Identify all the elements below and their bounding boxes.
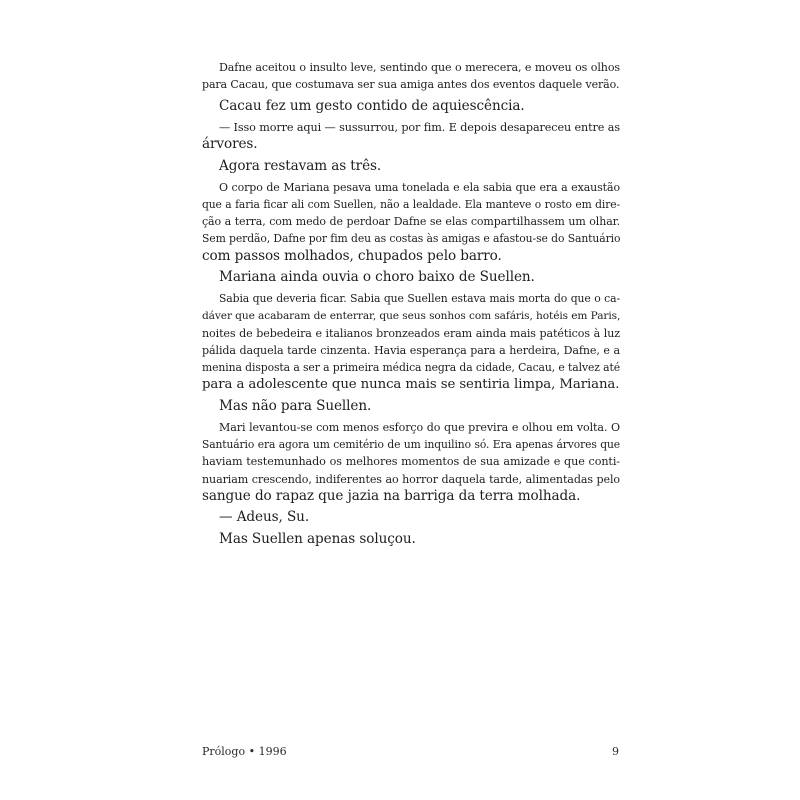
text-line: Mas não para Suellen.	[219, 397, 372, 414]
text-line: Sabia que deveria ficar. Sabia que Suellen estava mais morta do que o ca-	[219, 292, 620, 306]
text-line: Santuário era agora um cemitério de um inquilino só. Era apenas árvores que	[202, 438, 620, 452]
text-line: Agora restavam as três.	[219, 157, 382, 174]
paragraph	[202, 179, 620, 265]
text-line: O corpo de Mariana pesava uma tonelada e ela sabia que era a exaustão	[219, 180, 620, 194]
text-line: Mari levantou-se com menos esforço do que previra e olhou em volta. O	[219, 421, 620, 435]
text-line: que a faria ficar ali com Suellen, não a lealdade. Ela manteve o rosto em dire-	[202, 198, 620, 212]
text-line: Dafne aceitou o insulto leve, sentindo que o merecera, e moveu os olhos	[219, 61, 620, 74]
text-line: menina disposta a ser a primeira médica negra da cidade, Cacau, e talvez até	[202, 361, 621, 375]
text-line: para Cacau, que costumava ser sua amiga antes dos eventos daquele verão.	[202, 78, 620, 92]
text-line: dáver que acabaram de enterrar, que seus sonhos com safáris, hotéis em Paris,	[202, 309, 621, 322]
text-line: — Isso morre aqui — sussurrou, por fim. E depois desapareceu entre as	[219, 120, 620, 134]
page-number: 9	[612, 745, 619, 758]
paragraph	[202, 119, 620, 153]
running-head: Prólogo • 1996	[202, 745, 287, 758]
text-line: noites de bebedeira e italianos bronzeados eram ainda mais patéticos à luz	[202, 326, 620, 340]
text-line: nuariam crescendo, indiferentes ao horror daquela tarde, alimentadas pelo	[202, 472, 620, 486]
paragraph	[202, 290, 620, 393]
text-line: haviam testemunhado os melhores momentos de sua amizade e que conti-	[202, 455, 620, 469]
text-line: pálida daquela tarde cinzenta. Havia esperança para a herdeira, Dafne, e a	[202, 343, 620, 357]
text-line: árvores.	[202, 136, 258, 153]
paragraph	[202, 269, 620, 286]
text-line: sangue do rapaz que jazia na barriga da terra molhada.	[202, 487, 581, 504]
paragraph	[202, 419, 620, 505]
text-line: Sem perdão, Dafne por fim deu as costas às amigas e afastou-se do Santuário	[202, 232, 621, 246]
paragraph	[202, 398, 620, 415]
paragraph	[202, 98, 620, 115]
text-line: Mas Suellen apenas soluçou.	[219, 530, 416, 547]
text-line: — Adeus, Su.	[219, 509, 310, 526]
text-line: ção a terra, com medo de perdoar Dafne se elas compartilhassem um olhar.	[202, 215, 620, 229]
text-line: para a adolescente que nunca mais se sentiria limpa, Mariana.	[202, 377, 620, 393]
text-line: Mariana ainda ouvia o choro baixo de Suellen.	[219, 269, 535, 285]
paragraph	[202, 509, 620, 526]
body-text	[202, 59, 620, 548]
text-line: com passos molhados, chupados pelo barro.	[202, 247, 502, 264]
text-line: Cacau fez um gesto contido de aquiescência.	[219, 97, 525, 114]
paragraph	[202, 158, 620, 175]
paragraph	[202, 531, 620, 548]
paragraph	[202, 59, 620, 93]
